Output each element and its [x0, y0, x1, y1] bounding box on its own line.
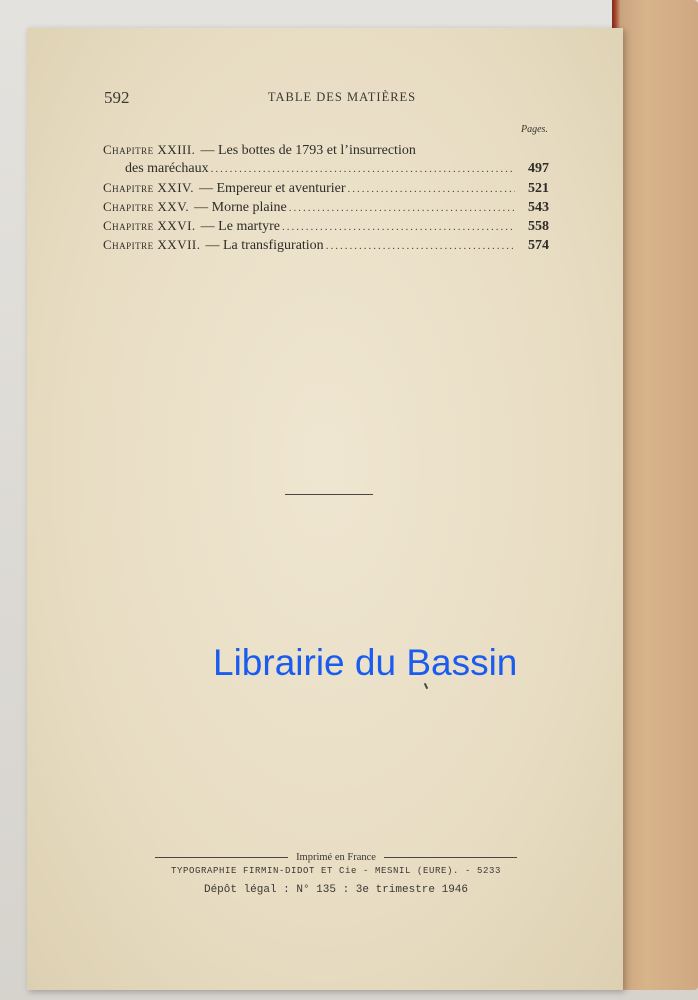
toc-entry	[103, 218, 549, 237]
pages-column-label: Pages.	[521, 124, 548, 135]
book-page	[27, 28, 623, 990]
toc-page-number: 558	[528, 219, 549, 234]
running-title: TABLE DES MATIÈRES	[267, 90, 417, 104]
toc-title: — La transfiguration	[205, 238, 324, 253]
toc-entry	[125, 161, 549, 180]
toc-entry	[103, 199, 549, 218]
toc-title: — Morne plaine	[194, 200, 287, 215]
watermark-text: Librairie du Bassin	[213, 642, 518, 683]
toc-entry	[103, 142, 549, 161]
imprint-line	[155, 850, 517, 864]
imprint-rule-right	[384, 857, 517, 858]
toc-title: — Le martyre	[200, 219, 280, 234]
toc-leader-dots	[326, 240, 515, 252]
toc-entry	[103, 237, 549, 256]
toc-page-number: 574	[528, 238, 549, 253]
legal-deposit: Dépôt légal : N° 135 : 3e trimestre 1946	[203, 884, 469, 896]
page-number: 592	[104, 88, 130, 107]
imprint-rule-left	[155, 857, 288, 858]
toc-leader-dots	[282, 221, 515, 233]
toc-chapter: Chapitre XXVI.	[103, 218, 196, 233]
toc-chapter: Chapitre XXV.	[103, 199, 190, 214]
printed-in-label: Imprimé en France	[296, 851, 376, 863]
toc-title: des maréchaux	[125, 161, 209, 176]
toc-page-number: 497	[528, 161, 549, 176]
book-cover-edge	[612, 0, 698, 990]
section-divider	[285, 494, 373, 495]
toc-chapter: Chapitre XXVII.	[103, 237, 201, 252]
toc-leader-dots	[211, 163, 515, 175]
toc-chapter: Chapitre XXIV.	[103, 180, 194, 195]
toc-entry	[103, 180, 549, 199]
toc-page-number: 521	[528, 181, 549, 196]
toc-title: — Les bottes de 1793 et l’insurrection	[200, 143, 416, 158]
toc-leader-dots	[289, 202, 515, 214]
printer-credit: TYPOGRAPHIE FIRMIN-DIDOT ET Cie - MESNIL (EURE). - 5233	[170, 866, 502, 876]
toc-leader-dots	[348, 183, 515, 195]
toc-page-number: 543	[528, 200, 549, 215]
toc-title: — Empereur et aventurier	[199, 181, 346, 196]
toc-chapter: Chapitre XXIII.	[103, 142, 196, 157]
